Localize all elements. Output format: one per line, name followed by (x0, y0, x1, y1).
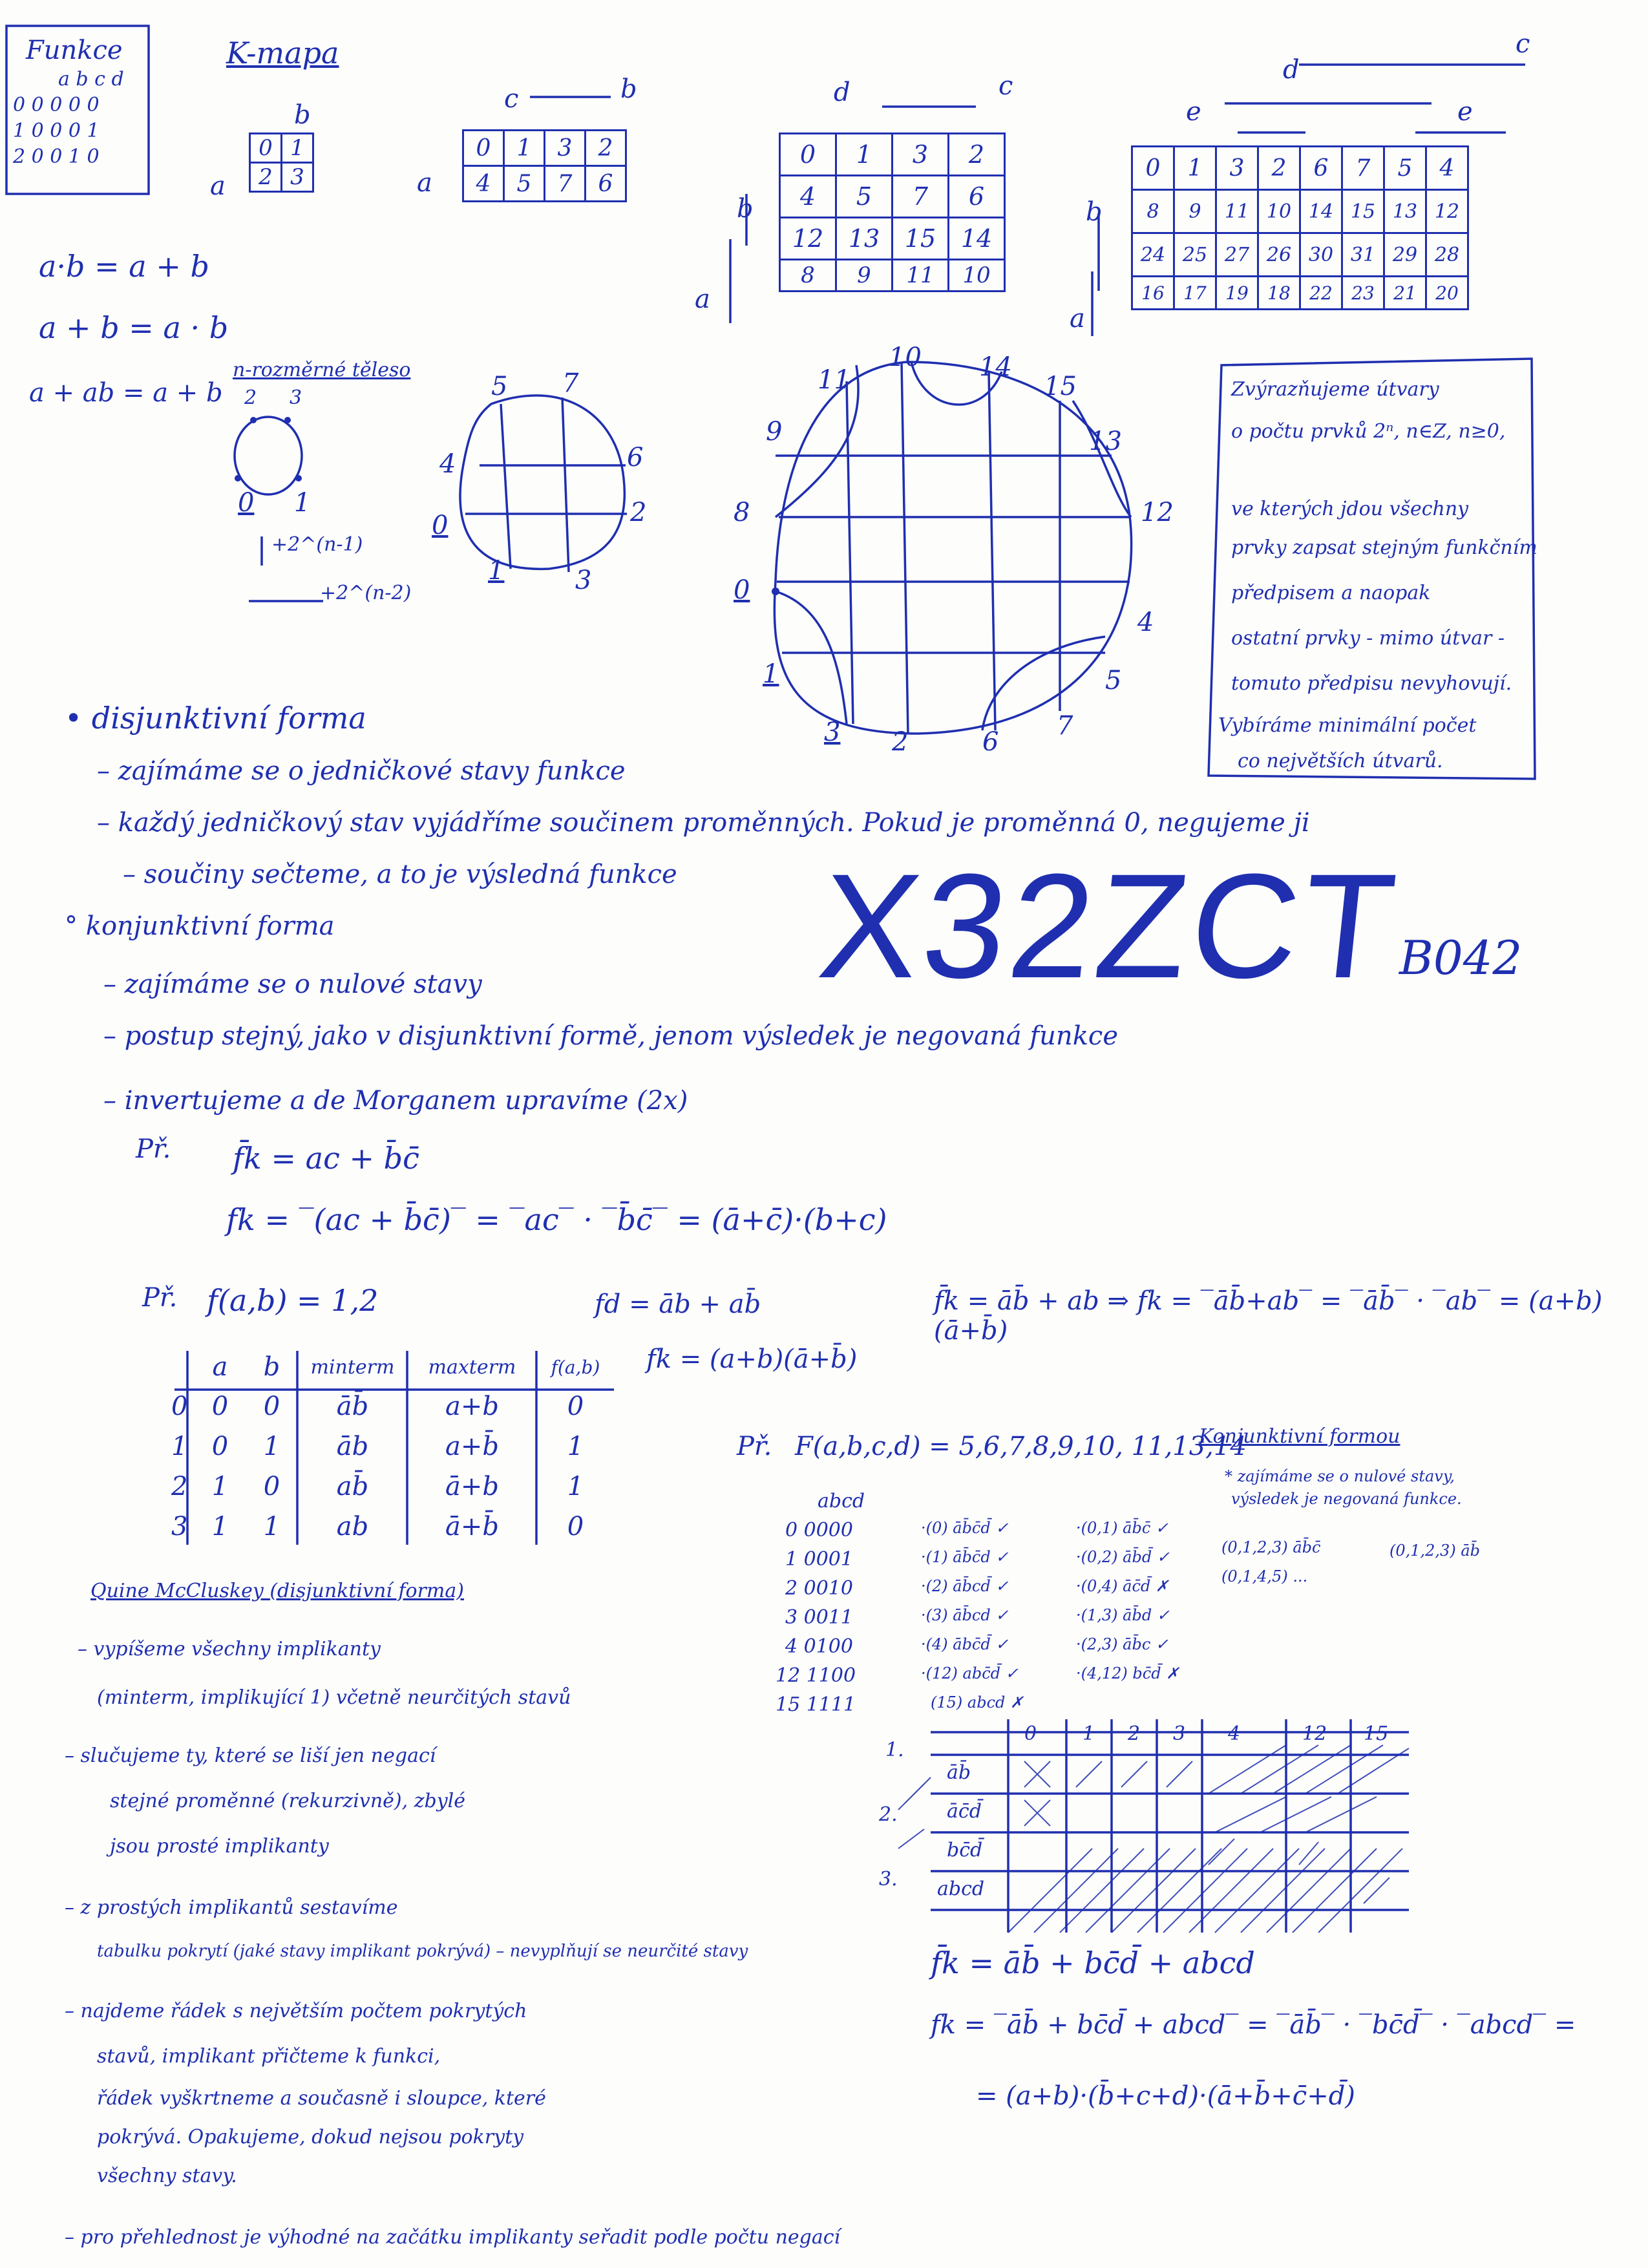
room-code: B042 (1399, 931, 1523, 985)
circle16-label: 15 (1044, 372, 1077, 401)
kmap-cell: 2 (949, 134, 1005, 176)
kmap-cell: 30 (1300, 233, 1342, 277)
kmap-cell: 18 (1258, 277, 1300, 310)
implicant-row: ·(1) āb̄c̄d ✓ (921, 1548, 1009, 1566)
state-row: 2 0010 (785, 1577, 853, 1600)
quine-item: stavů, implikant přičteme k funkci, (97, 2045, 441, 2068)
section-item: – invertujeme a de Morganem upravíme (2x) (103, 1086, 688, 1116)
kmap-cell: 25 (1174, 233, 1216, 277)
circle8-label: 4 (439, 449, 456, 479)
truth-table-header: a (212, 1352, 228, 1382)
truth-table-cell: 1 (567, 1432, 584, 1461)
truth-table (165, 1348, 614, 1547)
kmap-cell: 0 (250, 134, 282, 163)
truth-table-cell: 0 (211, 1432, 229, 1461)
circle8-outline (460, 396, 624, 569)
truth-table-header: minterm (310, 1355, 395, 1379)
kmap-cell: 6 (586, 166, 626, 202)
identity-line: a·b = a + b (39, 249, 209, 284)
quine-item: jsou prosté implikanty (110, 1835, 329, 1858)
kmap-cell: 26 (1258, 233, 1300, 277)
header-box-title: Funkce (26, 36, 123, 65)
note-line: Vybíráme minimální počet (1218, 714, 1477, 737)
kmap5-var-e: e (1186, 97, 1201, 127)
kmap-cell: 4 (463, 166, 504, 202)
kmap-cell: 3 (893, 134, 949, 176)
circle16-label: 6 (982, 727, 999, 757)
section-item: – zajímáme se o nulové stavy (103, 970, 482, 999)
kmap-cell: 2 (250, 163, 282, 192)
kmap-cell: 2 (586, 131, 626, 166)
cover-mark: 2. (879, 1803, 898, 1826)
kmap5-var-c: c (1516, 29, 1530, 59)
cube-2d-shape (235, 417, 302, 494)
kmap-cell: 17 (1174, 277, 1216, 310)
kmap-cell: 0 (780, 134, 836, 176)
truth-table-header (165, 1348, 194, 1386)
truth-table-row (165, 1507, 614, 1547)
truth-table-row (165, 1426, 614, 1467)
quine-heading: Quine McCluskey (disjunktivní forma) (90, 1580, 464, 1602)
state-row: 3 0011 (785, 1606, 853, 1629)
example-label: Př. (737, 1432, 772, 1461)
kmap5-var-d: d (1283, 55, 1300, 85)
kmap-cell: 8 (780, 260, 836, 291)
quine-item: pokrývá. Opakujeme, dokud nejsou pokryty (97, 2126, 524, 2148)
kmap-cell: 12 (1426, 190, 1468, 233)
kmap-cell: 8 (1132, 190, 1174, 233)
kmap-cell: 3 (1216, 147, 1258, 190)
truth-table-cell: 1 (171, 1432, 188, 1461)
quine-item: (minterm, implikující 1) včetně neurčitých stavů (97, 1686, 571, 1709)
kmap-cell: 9 (1174, 190, 1216, 233)
circle16-label: 11 (818, 365, 850, 395)
state-row: 0 0000 (785, 1519, 853, 1542)
state-row: 1 0001 (785, 1548, 853, 1571)
kmap-cell: 14 (1300, 190, 1342, 233)
circle16-label: 9 (766, 417, 783, 447)
identity-line: a + b = a · b (39, 310, 229, 345)
implicant-pair: ·(0,2) āb̄d̄ ✓ (1076, 1548, 1170, 1566)
kmap3-var-a: a (417, 168, 432, 198)
truth-table-cell: 0 (211, 1392, 229, 1421)
konj-term: (0,1,2,3) āb̄c̄ (1221, 1538, 1321, 1556)
truth-table-header: f(a,b) (551, 1356, 600, 1378)
quine-item: – vypíšeme všechny implikanty (78, 1638, 381, 1660)
circle16-label: 14 (979, 352, 1012, 382)
note-line: Zvýrazňujeme útvary (1231, 378, 1439, 401)
kmap-cell: 29 (1384, 233, 1426, 277)
kmap4-var-c: c (998, 71, 1013, 101)
quine-item: řádek vyškrtneme a současně i sloupce, které (97, 2087, 546, 2110)
cover-col: 4 (1228, 1722, 1241, 1745)
kmap-cell: 24 (1132, 233, 1174, 277)
course-code: X32ZCT (812, 843, 1406, 1009)
circle16-label: 12 (1141, 498, 1174, 527)
konj-note: výsledek je negovaná funkce. (1231, 1490, 1462, 1508)
implicant-pair: ·(1,3) āb̄d ✓ (1076, 1606, 1170, 1624)
truth-table-cell: ā+b̄ (445, 1512, 499, 1542)
section-item: – zajímáme se o jedničkové stavy funkce (97, 756, 626, 786)
circle8-label: 2 (630, 498, 647, 527)
cover-mark: 3. (879, 1868, 898, 1891)
truth-table-cell: āb̄ (336, 1392, 369, 1421)
example-fk: fk = (a+b)(ā+b̄) (646, 1344, 858, 1374)
kmap3-var-c: c (504, 84, 519, 114)
circle16-label: 5 (1105, 666, 1122, 695)
result-line: f̄k = āb̄ + bc̄d̄ + abcd (931, 1945, 1255, 1980)
header-box-row: 2 0 0 1 0 (13, 145, 100, 168)
kmap5-var-a: a (1070, 304, 1085, 334)
kmap-cell: 5 (836, 176, 893, 218)
truth-table-cell: āb (336, 1432, 369, 1461)
circle16-label: 8 (734, 498, 750, 527)
kmap-cell: 11 (1216, 190, 1258, 233)
truth-table-cell: 0 (263, 1472, 280, 1501)
kmap-cell: 1 (282, 134, 313, 163)
kmap4-grid (779, 132, 1006, 292)
kmap-cell: 10 (1258, 190, 1300, 233)
cover-mark: 1. (885, 1739, 904, 1761)
example-formula: f̄k = ac + b̄c̄ (233, 1141, 419, 1176)
kmap-cell: 7 (1342, 147, 1384, 190)
truth-table-cell: a+b̄ (445, 1432, 499, 1461)
kmap5-var-b: b (1086, 197, 1103, 227)
cube-note: +2^(n-1) (271, 533, 363, 556)
quine-item: – pro přehlednost je výhodné na začátku implikanty seřadit podle počtu negací (65, 2226, 841, 2249)
cover-col: 0 (1024, 1722, 1037, 1745)
truth-table-cell: 2 (171, 1472, 188, 1501)
example-formula: fk = ‾(ac + b̄c̄)‾ = ‾ac‾ · ‾b̄c̄‾ = (ā+c̄)·(b+c) (226, 1202, 887, 1237)
implicant-row: (15) abcd ✗ (931, 1693, 1024, 1712)
example-fk-derivation: f̄k = āb̄ + ab ⇒ fk = ‾āb̄+ab‾ = ‾āb̄‾ · ‾ab‾ = (a+b)(ā+b̄) (934, 1286, 1603, 1346)
circle8-label: 0 (432, 511, 449, 540)
kmap5-grid (1131, 145, 1469, 310)
circle16-label: 1 (763, 659, 779, 689)
cube-note: +2^(n-2) (320, 582, 412, 604)
circle8-label: 6 (627, 443, 644, 472)
quine-item: všechny stavy. (97, 2165, 237, 2187)
truth-table-cell: a+b (445, 1392, 499, 1421)
identity-line: a + ab = a + b (29, 378, 223, 408)
note-line: ve kterých jdou všechny (1231, 498, 1469, 520)
note-line: tomuto předpisu nevyhovují. (1231, 672, 1512, 695)
truth-table-cell: 0 (263, 1392, 280, 1421)
kmap-cell: 7 (545, 166, 586, 202)
note-line: předpisem a naopak (1231, 582, 1431, 604)
cover-row: āc̄d̄ (947, 1800, 982, 1823)
kmap-cell: 15 (1342, 190, 1384, 233)
header-box-cols: a b c d (58, 68, 124, 90)
circle8-label: 1 (488, 556, 505, 586)
circle8-label: 7 (562, 368, 579, 398)
implicant-pair: ·(4,12) bc̄d̄ ✗ (1076, 1664, 1179, 1682)
section-item: – postup stejný, jako v disjunktivní formě, jenom výsledek je negovaná funkce (103, 1021, 1118, 1051)
cover-col: 15 (1364, 1722, 1389, 1745)
header-box-row: 1 0 0 0 1 (13, 120, 100, 142)
kmap3-grid (462, 129, 627, 202)
kmap4-var-d: d (834, 78, 850, 107)
note-line: ostatní prvky - mimo útvar - (1231, 627, 1505, 650)
truth-table-row (165, 1386, 614, 1426)
kmap-cell: 20 (1426, 277, 1468, 310)
section-heading: • disjunktivní forma (65, 701, 366, 736)
kmap4-var-b: b (737, 194, 754, 224)
cube-label: 1 (294, 488, 311, 518)
implicant-pair: ·(0,1) āb̄c̄ ✓ (1076, 1519, 1169, 1537)
truth-table-cell: 1 (263, 1432, 280, 1461)
kmap-cell: 12 (780, 218, 836, 260)
kmap-cell: 23 (1342, 277, 1384, 310)
kmap2-var-a: a (210, 171, 226, 201)
section-item: – každý jedničkový stav vyjádříme součinem proměnných. Pokud je proměnná 0, negujeme ji (97, 808, 1310, 838)
circle16-label: 4 (1137, 608, 1154, 637)
kmap-cell: 28 (1426, 233, 1468, 277)
truth-table-cell: 3 (171, 1512, 188, 1542)
abcd-header: abcd (818, 1490, 865, 1512)
circle16-label: 10 (889, 343, 922, 372)
kmap-cell: 15 (893, 218, 949, 260)
circle16-outline (774, 362, 1131, 734)
cover-col: 12 (1302, 1722, 1327, 1745)
cover-row: abcd (937, 1878, 985, 1900)
implicant-row: ·(4) ābc̄d̄ ✓ (921, 1635, 1009, 1653)
circle16-label: 7 (1057, 711, 1073, 741)
kmap-cell: 0 (463, 131, 504, 166)
implicant-pair: ·(2,3) āb̄c ✓ (1076, 1635, 1169, 1653)
konj-term: (0,1,2,3) āb̄ (1389, 1542, 1480, 1560)
kmap-title: K-mapa (226, 36, 339, 70)
kmap-cell: 5 (504, 166, 545, 202)
kmap-cell: 27 (1216, 233, 1258, 277)
truth-table-header: maxterm (428, 1355, 516, 1379)
kmap-cell: 0 (1132, 147, 1174, 190)
result-line: fk = ‾āb̄ + bc̄d̄ + abcd‾ = ‾āb̄‾ · ‾bc̄d̄‾ · ‾abcd‾ = (931, 2010, 1576, 2040)
section-item: – součiny sečteme, a to je výsledná funkce (123, 860, 677, 889)
kmap-cell: 3 (282, 163, 313, 192)
implicant-pair: ·(0,4) āc̄d̄ ✗ (1076, 1577, 1169, 1595)
quine-item: – slučujeme ty, které se liší jen negací (65, 1744, 436, 1767)
kmap-cell: 2 (1258, 147, 1300, 190)
kmap-cell: 6 (949, 176, 1005, 218)
kmap-cell: 1 (1174, 147, 1216, 190)
circle16-label: 13 (1089, 427, 1122, 456)
circle16-label: 2 (892, 727, 909, 757)
state-row: 15 1111 (776, 1693, 856, 1716)
implicant-row: ·(2) āb̄cd̄ ✓ (921, 1577, 1009, 1595)
kmap-cell: 31 (1342, 233, 1384, 277)
cover-col: 3 (1173, 1722, 1186, 1745)
quine-item: stejné proměnné (rekurzivně), zbylé (110, 1790, 466, 1812)
kmap-cell: 11 (893, 260, 949, 291)
cube-label: 2 (244, 387, 257, 409)
example-fd: fd = āb + ab̄ (595, 1289, 761, 1319)
result-line: = (a+b)·(b̄+c+d)·(ā+b̄+c̄+d̄) (976, 2081, 1355, 2111)
cover-row: bc̄d̄ (947, 1839, 983, 1861)
note-line: prvky zapsat stejným funkčním (1231, 536, 1537, 559)
konj-title: Konjunktivní formou (1199, 1425, 1400, 1448)
implicant-row: ·(0) āb̄c̄d̄ ✓ (921, 1519, 1009, 1537)
cube-title: n-rozměrné těleso (233, 359, 411, 381)
truth-table-cell: 1 (211, 1512, 229, 1542)
implicant-row: ·(3) āb̄cd ✓ (921, 1606, 1009, 1624)
kmap-cell: 13 (836, 218, 893, 260)
truth-table-cell: 0 (567, 1512, 584, 1542)
kmap5-var-e: e (1457, 97, 1473, 127)
circle8-label: 3 (575, 566, 592, 595)
cover-col: 1 (1083, 1722, 1095, 1745)
header-box-row: 0 0 0 0 0 (13, 94, 100, 116)
circle16-label: 3 (824, 717, 841, 747)
kmap-cell: 5 (1384, 147, 1426, 190)
kmap-cell: 19 (1216, 277, 1258, 310)
truth-table-cell: 1 (211, 1472, 229, 1501)
kmap-cell: 16 (1132, 277, 1174, 310)
konj-term: (0,1,4,5) ... (1221, 1567, 1308, 1585)
circle16-label: 0 (734, 575, 750, 605)
note-line: o počtu prvků 2ⁿ, n∈Z, n≥0, (1231, 420, 1506, 443)
truth-table-cell: 0 (567, 1392, 584, 1421)
cover-row: āb̄ (947, 1761, 971, 1784)
example-label: Př. (142, 1283, 178, 1313)
truth-table-cell: 1 (567, 1472, 584, 1501)
kmap4-var-a: a (695, 284, 710, 314)
example-def: f(a,b) = 1,2 (207, 1283, 379, 1318)
kmap3-var-b: b (620, 74, 637, 104)
quine-item: tabulku pokrytí (jaké stavy implikant pokrývá) – nevyplňují se neurčité stavy (97, 1942, 748, 1961)
kmap-cell: 21 (1384, 277, 1426, 310)
kmap-cell: 9 (836, 260, 893, 291)
kmap2-grid (249, 132, 314, 193)
cube-label: 3 (290, 387, 302, 409)
truth-table-row (165, 1467, 614, 1507)
kmap-cell: 13 (1384, 190, 1426, 233)
kmap-cell: 10 (949, 260, 1005, 291)
note-line: co největších útvarů. (1238, 750, 1443, 772)
kmap-cell: 1 (504, 131, 545, 166)
circle8-label: 5 (491, 372, 508, 401)
kmap-cell: 4 (780, 176, 836, 218)
truth-table-header: b (263, 1352, 280, 1382)
kmap-cell: 1 (836, 134, 893, 176)
kmap-cell: 7 (893, 176, 949, 218)
truth-table-cell: ā+b (445, 1472, 499, 1501)
truth-table-cell: 1 (263, 1512, 280, 1542)
kmap-cell: 6 (1300, 147, 1342, 190)
example-def: F(a,b,c,d) = 5,6,7,8,9,10, 11,13,14 (795, 1432, 1247, 1461)
section-heading: ° konjunktivní forma (65, 911, 335, 941)
kmap-cell: 14 (949, 218, 1005, 260)
cover-col: 2 (1128, 1722, 1141, 1745)
truth-table-cell: ab̄ (336, 1472, 369, 1501)
implicant-row: ·(12) abc̄d̄ ✓ (921, 1664, 1019, 1682)
truth-table-cell: 0 (171, 1392, 188, 1421)
kmap2-var-b: b (294, 100, 311, 130)
konj-note: * zajímáme se o nulové stavy, (1225, 1467, 1455, 1485)
kmap-cell: 3 (545, 131, 586, 166)
quine-item: – z prostých implikantů sestavíme (65, 1896, 398, 1919)
kmap-cell: 22 (1300, 277, 1342, 310)
quine-item: – najdeme řádek s největším počtem pokrytých (65, 2000, 527, 2022)
example-label: Př. (136, 1134, 171, 1164)
kmap-cell: 4 (1426, 147, 1468, 190)
truth-table-cell: ab (336, 1512, 369, 1542)
state-row: 12 1100 (776, 1664, 856, 1687)
cube-label: 0 (238, 488, 255, 518)
state-row: 4 0100 (785, 1635, 853, 1658)
